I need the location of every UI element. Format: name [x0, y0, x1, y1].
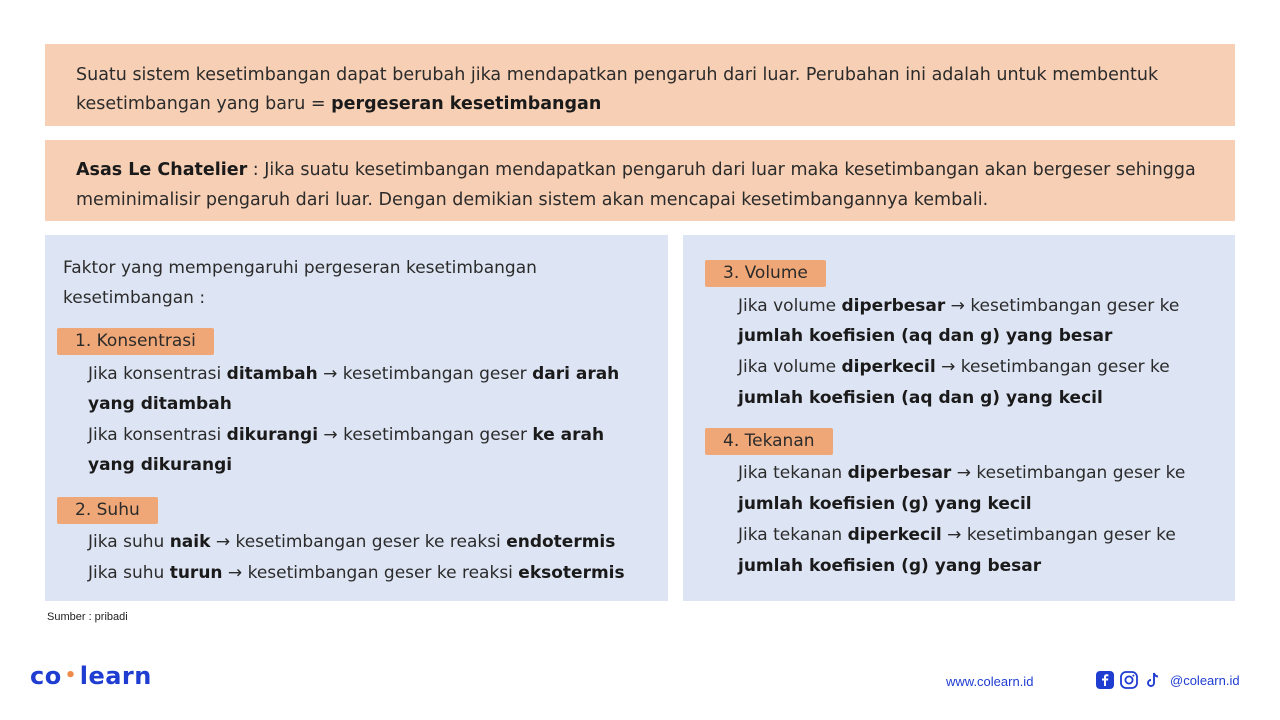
factors-intro: Faktor yang mempengaruhi pergeseran kesetimbangan kesetimbangan : — [63, 258, 537, 308]
definition-text: Suatu sistem kesetimbangan dapat berubah jika mendapatkan pengaruh dari luar. Perubahan ini adalah untuk membentuk kesetimbangan yang baru = — [76, 65, 1159, 114]
konsentrasi-line-3: Jika konsentrasi dikurangi → kesetimbangan geser ke arah — [88, 425, 605, 445]
volume-line-1: Jika volume diperbesar → kesetimbangan geser ke — [738, 296, 1180, 316]
le-chatelier-text: : Jika suatu kesetimbangan mendapatkan pengaruh dari luar maka kesetimbangan akan bergeser sehingga meminimalisir pengaruh dari luar. Dengan demikian sistem akan mencapai kesetimbangannya kembali. — [76, 160, 1196, 210]
suhu-line-2: Jika suhu turun → kesetimbangan geser ke reaksi eksotermis — [88, 563, 625, 583]
suhu-line-1: Jika suhu naik → kesetimbangan geser ke reaksi endotermis — [88, 532, 616, 552]
social-links — [1096, 671, 1240, 689]
konsentrasi-line-1: Jika konsentrasi ditambah → kesetimbangan geser dari arah — [88, 364, 620, 384]
konsentrasi-line-2: yang ditambah — [88, 394, 232, 414]
tekanan-line-2: jumlah koefisien (g) yang kecil — [738, 494, 1032, 514]
definition-box — [45, 44, 1235, 126]
heading-suhu: 2. Suhu — [57, 497, 158, 524]
heading-konsentrasi: 1. Konsentrasi — [57, 328, 214, 355]
le-chatelier-term: Asas Le Chatelier — [76, 160, 248, 180]
tiktok-icon[interactable] — [1144, 671, 1162, 689]
tekanan-line-4: jumlah koefisien (g) yang besar — [738, 556, 1042, 576]
colearn-logo: co • learn — [30, 662, 152, 690]
tekanan-line-3: Jika tekanan diperkecil → kesetimbangan geser ke — [738, 525, 1176, 545]
website-link[interactable]: www.colearn.id — [946, 674, 1034, 689]
volume-line-2: jumlah koefisien (aq dan g) yang besar — [738, 326, 1113, 346]
tekanan-line-1: Jika tekanan diperbesar → kesetimbangan geser ke — [738, 463, 1186, 483]
konsentrasi-line-4: yang dikurangi — [88, 455, 233, 475]
volume-line-3: Jika volume diperkecil → kesetimbangan geser ke — [738, 357, 1170, 377]
source-caption: Sumber : pribadi — [47, 611, 128, 623]
definition-term: pergeseran kesetimbangan — [331, 94, 602, 114]
heading-tekanan: 4. Tekanan — [705, 428, 833, 455]
heading-volume: 3. Volume — [705, 260, 826, 287]
factors-left-panel — [45, 235, 668, 601]
instagram-icon[interactable] — [1120, 671, 1138, 689]
volume-line-4: jumlah koefisien (aq dan g) yang kecil — [738, 388, 1103, 408]
factors-right-panel — [683, 235, 1235, 601]
le-chatelier-box — [45, 140, 1235, 221]
social-handle[interactable]: @colearn.id — [1170, 672, 1240, 688]
facebook-icon[interactable] — [1096, 671, 1114, 689]
